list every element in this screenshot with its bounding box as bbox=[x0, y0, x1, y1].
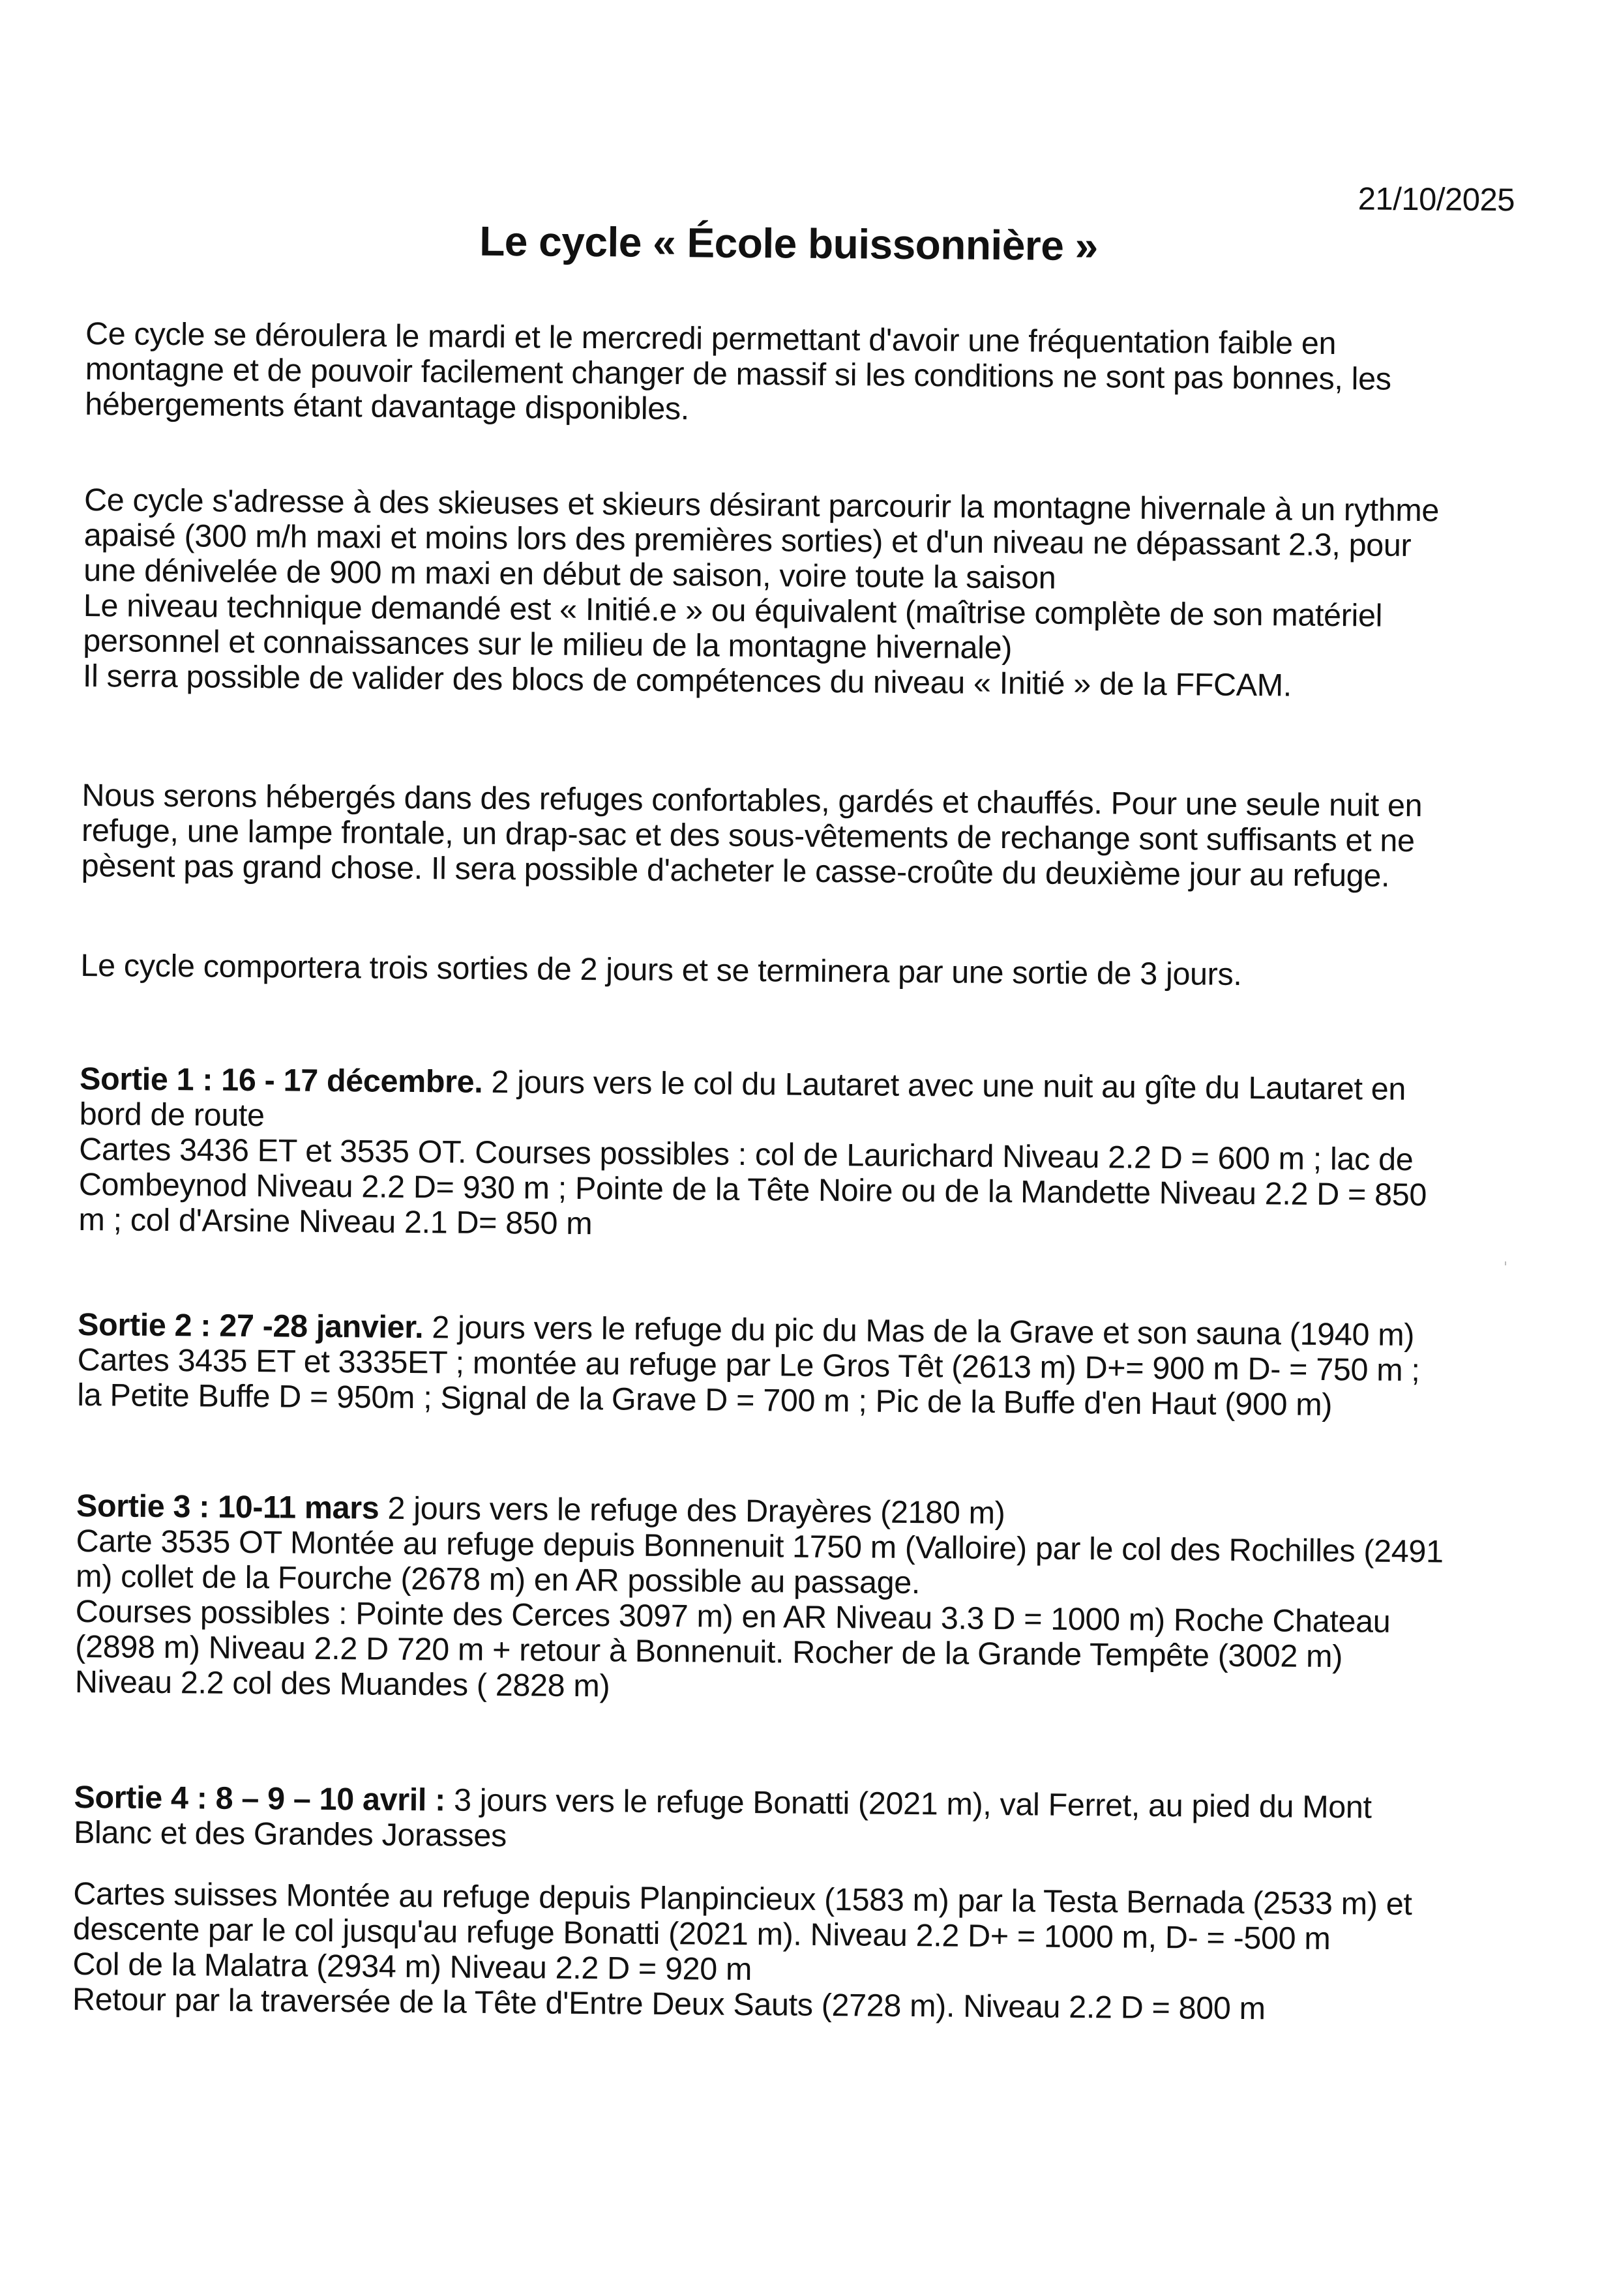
text-line: Le niveau technique demandé est « Initié.e » ou équivalent (maîtrise complète de son matériel bbox=[83, 588, 1383, 634]
intro-paragraph-summary bbox=[80, 948, 1528, 994]
sortie-4-section bbox=[72, 1780, 1522, 2028]
scan-artifact bbox=[1505, 1261, 1506, 1265]
text-line: une dénivelée de 900 m maxi en début de saison, voire toute la saison bbox=[83, 553, 1056, 596]
text-line: Ce cycle s'adresse à des skieuses et skieurs désirant parcourir la montagne hivernale à un rythme bbox=[83, 482, 1440, 529]
text-line: refuge, une lampe frontale, un drap-sac et des sous-vêtements de rechange sont suffisants et ne bbox=[81, 812, 1415, 859]
sortie-1-section bbox=[78, 1061, 1527, 1248]
sortie-4-intro: 3 jours vers le refuge Bonatti (2021 m), val Ferret, au pied du Mont bbox=[445, 1782, 1372, 1825]
text-line: Carte 3535 OT Montée au refuge depuis Bonnenuit 1750 m (Valloire) par le col des Rochilles (2491 bbox=[76, 1523, 1444, 1570]
document-title: Le cycle « École buissonnière » bbox=[479, 217, 1099, 270]
sortie-3-section bbox=[75, 1488, 1524, 1711]
document-date: 21/10/2025 bbox=[1357, 181, 1515, 218]
text-line: Le cycle comportera trois sorties de 2 jours et se terminera par une sortie de 3 jours. bbox=[80, 947, 1242, 992]
text-line: hébergements étant davantage disponibles. bbox=[85, 387, 690, 427]
intro-paragraph-audience bbox=[83, 482, 1532, 705]
text-line: apaisé (300 m/h maxi et moins lors des premières sorties) et d'un niveau ne dépassant 2.3, pour bbox=[83, 518, 1412, 563]
sortie-4-heading: Sortie 4 : 8 – 9 – 10 avril : bbox=[74, 1779, 446, 1818]
text-line: pèsent pas grand chose. Il sera possible d'acheter le casse-croûte du deuxième jour au refuge. bbox=[81, 847, 1390, 894]
text-line: Col de la Malatra (2934 m) Niveau 2.2 D = 920 m bbox=[72, 1946, 752, 1988]
sortie-1-intro: 2 jours vers le col du Lautaret avec une nuit au gîte du Lautaret en bbox=[482, 1064, 1406, 1107]
text-line: Cartes 3436 ET et 3535 OT. Courses possibles : col de Laurichard Niveau 2.2 D = 600 m ; lac de bbox=[79, 1131, 1414, 1178]
text-line: Nous serons hébergés dans des refuges confortables, gardés et chauffés. Pour une seule nuit en bbox=[82, 777, 1423, 824]
text-line: la Petite Buffe D = 950m ; Signal de la Grave D = 700 m ; Pic de la Buffe d'en Haut (900 m) bbox=[77, 1377, 1333, 1423]
sortie-3-intro: 2 jours vers le refuge des Drayères (2180 m) bbox=[379, 1490, 1005, 1531]
text-line: Cartes suisses Montée au refuge depuis Planpincieux (1583 m) par la Testa Bernada (2533 m) et bbox=[73, 1876, 1412, 1922]
text-line: montagne et de pouvoir facilement changer de massif si les conditions ne sont pas bonnes, les bbox=[85, 351, 1391, 397]
text-line: (2898 m) Niveau 2.2 D 720 m + retour à Bonnenuit. Rocher de la Grande Tempête (3002 m) bbox=[75, 1628, 1343, 1675]
text-line: bord de route bbox=[79, 1096, 265, 1134]
text-line: Courses possibles : Pointe des Cerces 3097 m) en AR Niveau 3.3 D = 1000 m) Roche Chateau bbox=[75, 1593, 1391, 1640]
text-line: personnel et connaissances sur le milieu de la montagne hivernale) bbox=[83, 623, 1013, 666]
text-line: m) collet de la Fourche (2678 m) en AR possible au passage. bbox=[75, 1558, 921, 1601]
intro-paragraph-schedule bbox=[85, 316, 1533, 433]
text-line: Retour par la traversée de la Tête d'Entre Deux Sauts (2728 m). Niveau 2.2 D = 800 m bbox=[72, 1981, 1266, 2027]
text-line: m ; col d'Arsine Niveau 2.1 D= 850 m bbox=[78, 1201, 593, 1242]
text-line: Blanc et des Grandes Jorasses bbox=[73, 1814, 507, 1854]
intro-paragraph-lodging bbox=[81, 778, 1529, 894]
text-line: Niveau 2.2 col des Muandes ( 2828 m) bbox=[74, 1664, 610, 1704]
sortie-2-heading: Sortie 2 : 27 -28 janvier. bbox=[77, 1306, 424, 1346]
sortie-2-intro: 2 jours vers le refuge du pic du Mas de la Grave et son sauna (1940 m) bbox=[423, 1310, 1415, 1353]
text-line: Combeynod Niveau 2.2 D= 930 m ; Pointe de la Tête Noire ou de la Mandette Niveau 2.2 D = 850 bbox=[78, 1166, 1427, 1213]
text-line: Il serra possible de valider des blocs de compétences du niveau « Initié » de la FFCAM. bbox=[82, 658, 1292, 703]
sortie-3-heading: Sortie 3 : 10-11 mars bbox=[76, 1488, 379, 1526]
sortie-1-heading: Sortie 1 : 16 - 17 décembre. bbox=[79, 1061, 483, 1100]
text-line: Cartes 3435 ET et 3335ET ; montée au refuge par Le Gros Têt (2613 m) D+= 900 m D- = 750 m ; bbox=[77, 1342, 1420, 1389]
text-line: Ce cycle se déroulera le mardi et le mercredi permettant d'avoir une fréquentation faible en bbox=[85, 316, 1337, 362]
text-line: descente par le col jusqu'au refuge Bonatti (2021 m). Niveau 2.2 D+ = 1000 m, D- = -500 m bbox=[72, 1911, 1331, 1957]
sortie-2-section bbox=[77, 1307, 1525, 1424]
